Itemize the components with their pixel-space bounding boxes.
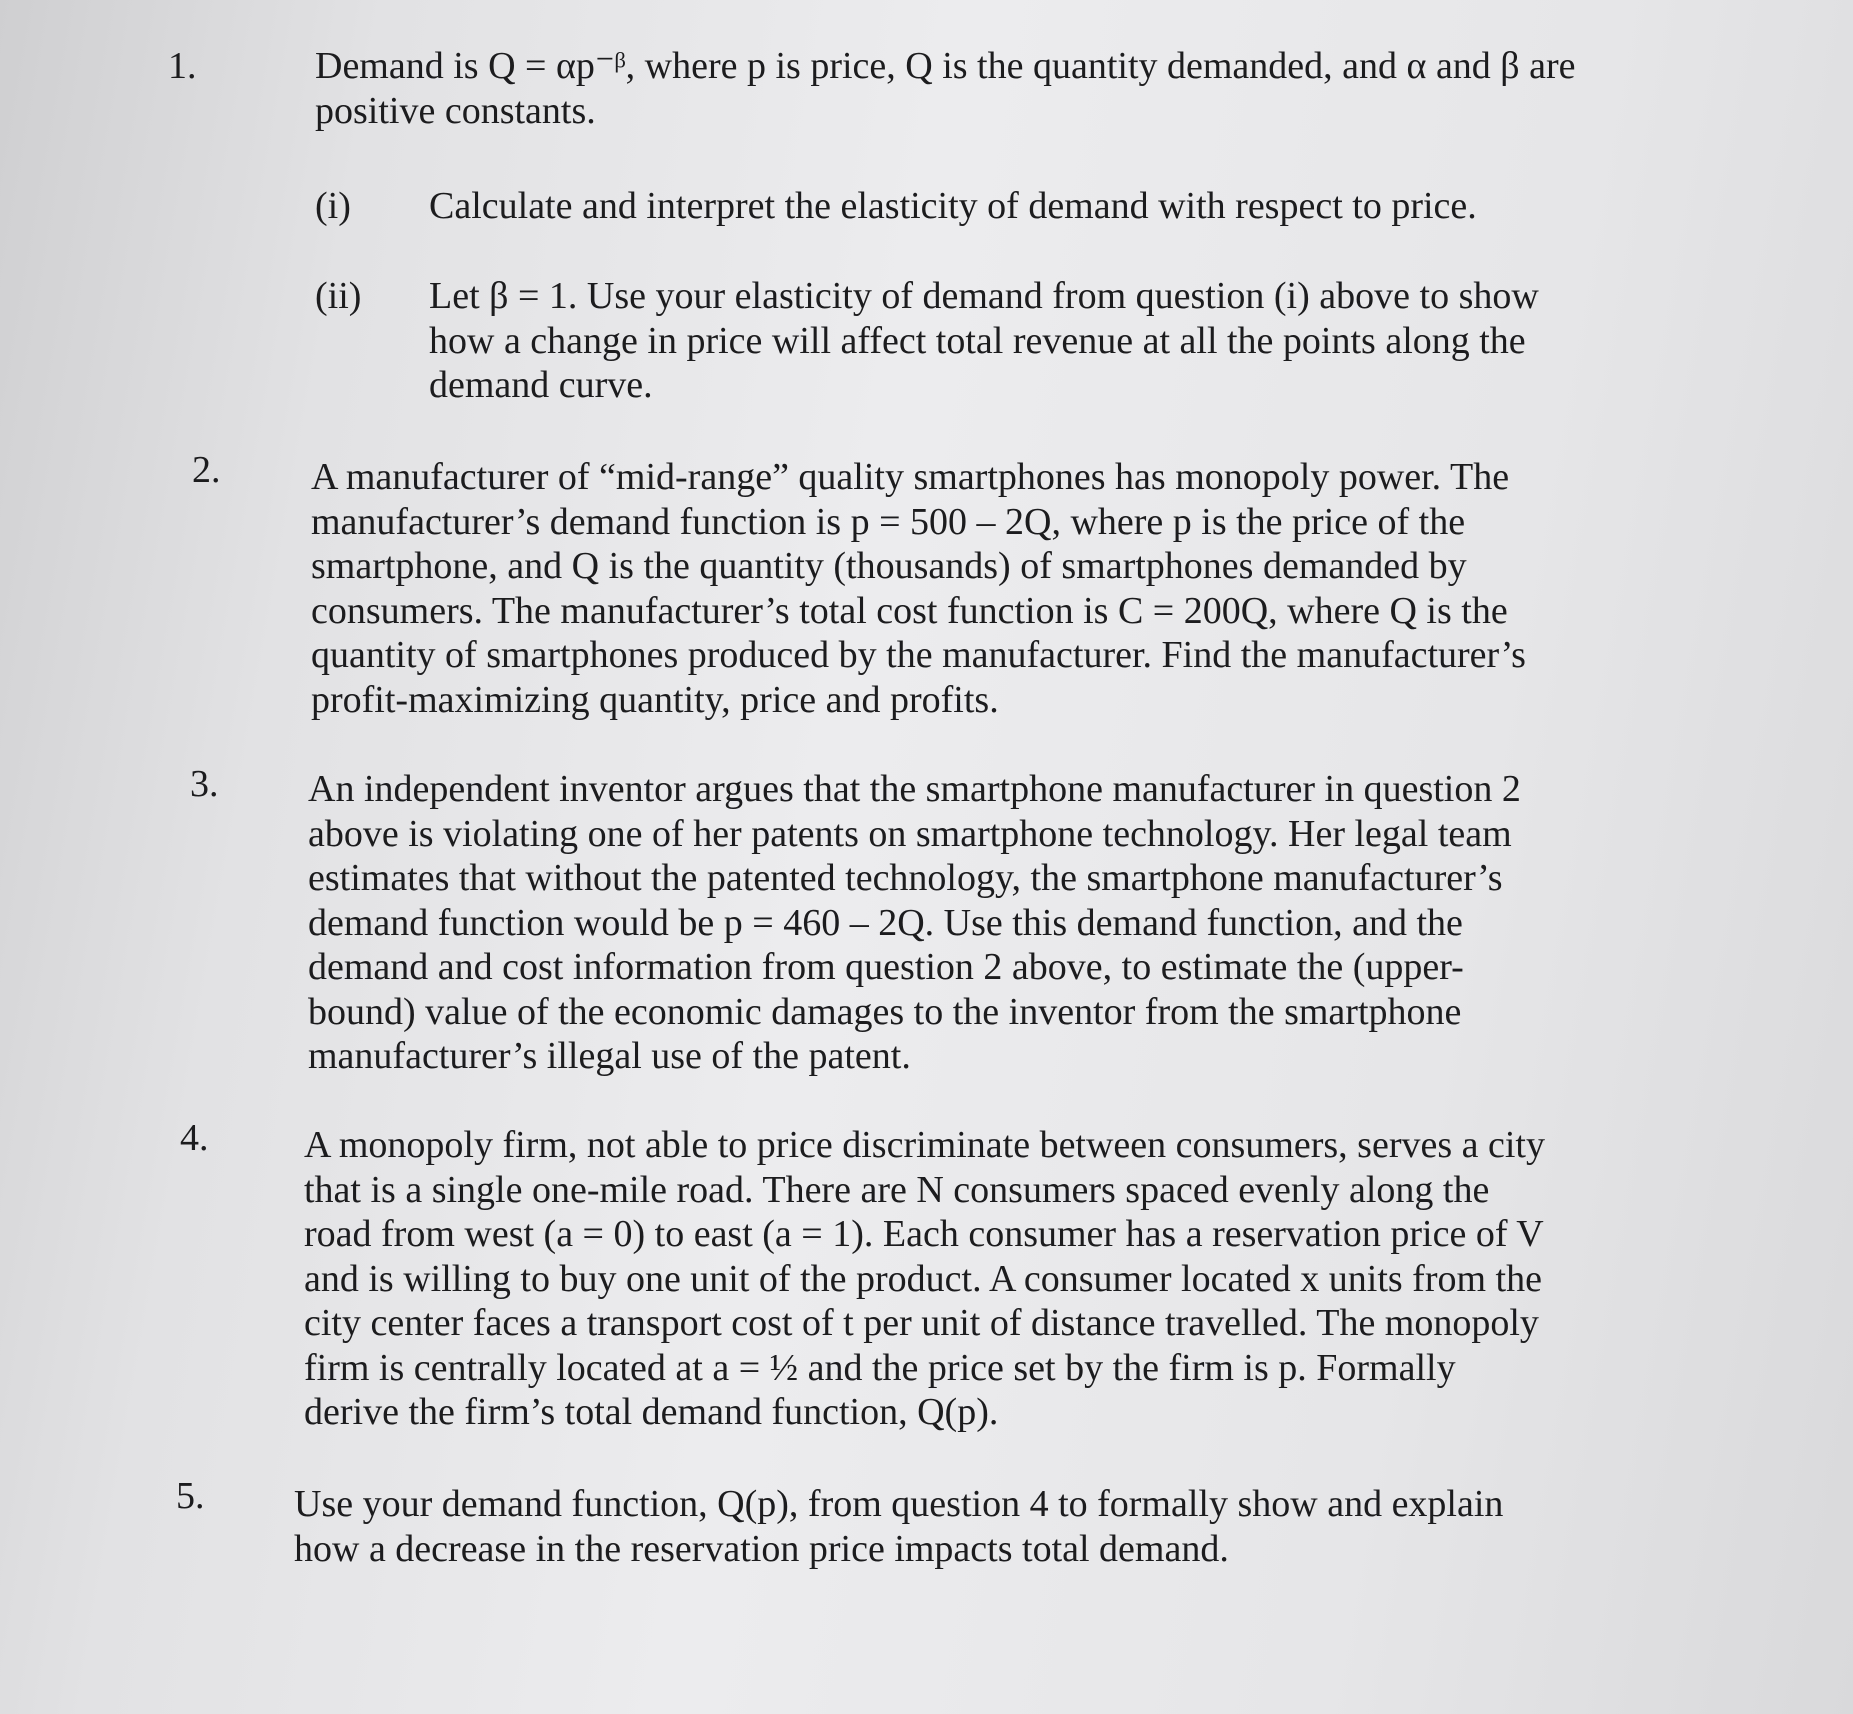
question-2-text: [311, 455, 1711, 722]
question-5-number: 5.: [176, 1475, 205, 1517]
question-2-line: smartphone, and Q is the quantity (thousands) of smartphones demanded by: [311, 545, 1467, 587]
question-1-number: 1.: [168, 45, 197, 87]
question-2-line: profit-maximizing quantity, price and profits.: [311, 678, 999, 721]
question-5-line: how a decrease in the reservation price impacts total demand.: [294, 1527, 1229, 1570]
question-3-line: bound) value of the economic damages to the inventor from the smartphone: [308, 990, 1462, 1033]
question-1-part-ii-text: [429, 274, 1629, 408]
question-2-line: A manufacturer of “mid-range” quality smartphones has monopoly power. The: [311, 456, 1510, 498]
question-3-line: above is violating one of her patents on smartphone technology. Her legal team: [308, 812, 1512, 855]
question-5-line: Use your demand function, Q(p), from question 4 to formally show and explain: [294, 1483, 1504, 1525]
question-4-line: city center faces a transport cost of t per unit of distance travelled. The monopoly: [304, 1302, 1539, 1344]
question-4-text: [304, 1123, 1724, 1435]
question-5-text: [294, 1482, 1694, 1571]
question-3-line: demand and cost information from question 2 above, to estimate the (upper-: [308, 946, 1464, 988]
question-4-line: firm is centrally located at a = ½ and the price set by the firm is p. Formally: [304, 1346, 1456, 1389]
question-1-part-i-text: [429, 184, 1629, 229]
question-1-text: [315, 44, 1665, 133]
question-3-line: estimates that without the patented technology, the smartphone manufacturer’s: [308, 857, 1503, 899]
part-line: Let β = 1. Use your elasticity of demand from question (i) above to show: [429, 275, 1539, 317]
question-3-number: 3.: [190, 763, 219, 805]
question-4-line: and is willing to buy one unit of the product. A consumer located x units from the: [304, 1257, 1542, 1300]
question-2-line: quantity of smartphones produced by the manufacturer. Find the manufacturer’s: [311, 634, 1526, 676]
question-1-part-i-label: (i): [315, 185, 351, 227]
question-4-line: that is a single one-mile road. There are N consumers spaced evenly along the: [304, 1168, 1490, 1211]
question-4-number: 4.: [180, 1117, 209, 1159]
part-line: how a change in price will affect total revenue at all the points along the: [429, 319, 1526, 362]
question-1-part-ii-label: (ii): [315, 275, 362, 317]
question-3-line: demand function would be p = 460 – 2Q. Use this demand function, and the: [308, 901, 1463, 944]
part-line: demand curve.: [429, 364, 653, 406]
question-4-line: road from west (a = 0) to east (a = 1). Each consumer has a reservation price of V: [304, 1213, 1544, 1255]
question-3-line: An independent inventor argues that the smartphone manufacturer in question 2: [308, 768, 1521, 810]
question-2-line: manufacturer’s demand function is p = 500 – 2Q, where p is the price of the: [311, 500, 1466, 543]
question-3-text: [308, 767, 1708, 1079]
question-4-line: derive the firm’s total demand function, Q(p).: [304, 1391, 999, 1433]
part-line: Calculate and interpret the elasticity of demand with respect to price.: [429, 185, 1477, 227]
question-1-line: positive constants.: [315, 89, 596, 132]
question-2-number: 2.: [192, 449, 221, 491]
question-1-line: Demand is Q = αp⁻ᵝ, where p is price, Q is the quantity demanded, and α and β are: [315, 45, 1576, 87]
question-2-line: consumers. The manufacturer’s total cost function is C = 200Q, where Q is the: [311, 589, 1508, 632]
question-3-line: manufacturer’s illegal use of the patent.: [308, 1035, 911, 1077]
question-4-line: A monopoly firm, not able to price discriminate between consumers, serves a city: [304, 1124, 1545, 1166]
